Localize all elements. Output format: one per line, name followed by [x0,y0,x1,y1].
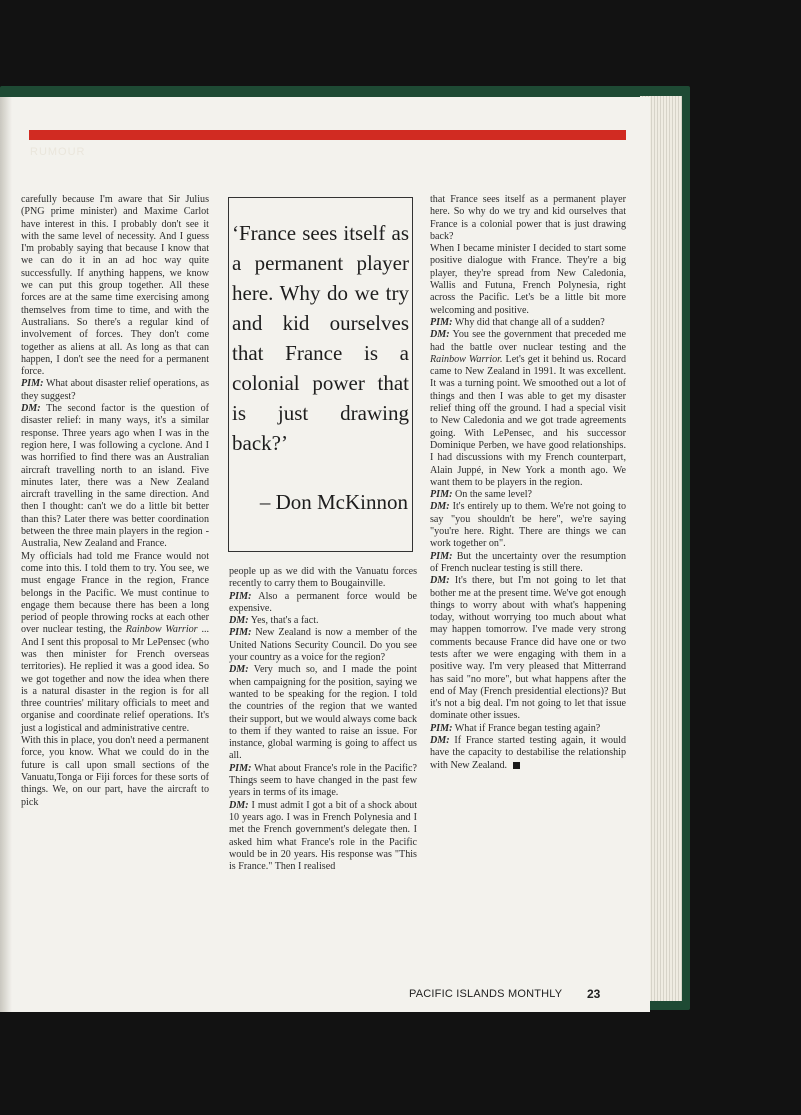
speaker-label: PIM: [229,762,252,774]
article-column-3 [430,194,626,772]
paragraph [430,317,626,329]
paragraph-text: With this in place, you don't need a permanent force, you know. What we could do in the future is call upon small sections of the Vanuatu,Tonga or Fiji forces for these sorts of things. We, on our part, have the aircraft to pick [21,735,209,808]
paragraph-text: On the same level? [452,489,533,501]
paragraph [430,329,626,489]
paragraph [430,723,626,735]
italic-text: Rainbow Warrior [125,624,198,636]
paragraph-text: The second factor is the question of disaster relief: in many ways, it's a similar response. Three years ago when I was in the region here, I was following a cyclone. And I was horrified to find there was an Australian aircraft travelling north to an island. Five minutes later, there was a New Zealand aircraft travelling in the same direction. And then I thought: can't we do a little bit better than this? Later there was better coordination between the three main players in the region - Australia, New Zealand and France. [21,403,209,550]
pull-quote-author: – Don McKinnon [259,490,408,514]
speaker-label: PIM: [229,590,252,602]
speaker-label: DM: [430,329,450,341]
paragraph [229,615,417,627]
speaker-label: DM: [229,615,249,627]
speaker-label: DM: [430,501,450,513]
pull-quote-text: ‘France sees itself as a permanent player here. Why do we try and kid ourselves that France is a colonial power that is just drawing back?’ [232,221,409,455]
speaker-label: DM: [430,735,450,747]
paragraph [430,489,626,501]
paragraph [430,735,626,772]
paragraph-text: Also a permanent force would be expensive. [229,590,417,614]
paragraph [229,763,417,800]
end-of-article-mark [513,762,520,769]
paragraph-text: What about disaster relief operations, as they suggest? [21,378,209,402]
paragraph-text: What about France's role in the Pacific? Things seem to have changed in the past few years in terms of its image. [229,762,417,799]
paragraph-text: that France sees itself as a permanent player here. So why do we try and kid ourselves that France is a colonial power that is just drawing back? [430,194,626,242]
footer-page-number: 23 [587,987,601,1001]
paragraph [430,194,626,243]
speaker-label: PIM: [21,378,44,390]
paragraph-text: But the uncertainty over the resumption of French nuclear testing is still there. [430,550,626,574]
paragraph-text: When I became minister I decided to start some positive dialogue with France. They're a big player, they're spread from New Caledonia, Wallis and Futuna, French Polynesia, right across the Pacific. Let's be a little bit more welcoming and positive. [430,243,626,316]
paragraph-text: Very much so, and I made the point when campaigning for the position, saying we wanted to be speaking for the region. I told the countries of the region that we wanted their support, but we would always come back to them if they wanted to raise an issue. For instance, global warming is going to affect us all. [229,664,417,762]
paragraph [21,194,209,378]
speaker-label: PIM: [430,550,453,562]
pull-quote-box [228,197,413,552]
paragraph [229,664,417,762]
speaker-label: DM: [21,403,41,415]
paragraph-text: I must admit I got a bit of a shock about 10 years ago. I was in French Polynesia and I met the French government's delegate then. I asked him what France's role in the Pacific would be in 20 years. His response was "This is France." Then I realised [229,799,417,873]
paragraph [430,551,626,576]
paragraph-text: carefully because I'm aware that Sir Julius (PNG prime minister) and Maxime Carlot have interest in this. I probably don't see it with the same level of necessity. And I guess I'm probably saying that because I know that we can do it in an ad hoc way quite successfully. If anything happens, we know we can put this group together. All these forces are at the same time exercising among themselves from time to time, and with the Australians. So there's a regular kind of involvement of forces. They don't come together as aliens at all. As long as that can happen, I don't see the need for a permanent force. [21,194,209,378]
article-column-2 [229,566,417,873]
paragraph [229,591,417,616]
speaker-label: DM: [430,575,450,587]
paragraph [21,735,209,809]
header-red-rule [29,130,626,140]
paragraph-text: It's entirely up to them. We're not going to say "you shouldn't be here", we're saying "you're here. Right. There are things we can work together on". [430,501,626,550]
section-ghost-text: RUMOUR [30,146,86,158]
paragraph-text: If France started testing again, it would have the capacity to destabilise the relationship with New Zealand. [430,735,626,771]
paragraph [430,243,626,317]
paragraph [430,575,626,723]
article-column-1 [21,194,209,809]
paragraph-text: Let's get it behind us. Rocard came to New Zealand in 1991. It was excellent. It was a turning point. We smoothed out a lot of things and then I was able to get my disaster relief thing off the ground. I had a special visit to New Caledonia and we got trade agreements going. With LePensec, and his successor Dominique Perben, we have good relationships. I had discussions with my French counterpart, Alain Juppé, in New York a month ago. We want them to be players in the region. [430,353,626,488]
paragraph-text: ... And I sent this proposal to Mr LePensec (who was then minister for French overseas territories). He replied it was a good idea. So we got together and now the idea when there is a natural disaster in the region is for all three countries' military officials to meet and organise and coordinate relief operations. It's just a logistical and administrative centre. [21,624,210,734]
paragraph-text: New Zealand is now a member of the United Nations Security Council. Do you see your country as a voice for the region? [229,627,417,664]
paragraph [229,627,417,664]
paragraph [229,566,417,591]
gutter-shadow [0,97,12,1012]
paragraph [229,800,417,874]
speaker-label: PIM: [430,316,453,328]
paragraph [21,403,209,551]
paragraph [430,501,626,550]
footer-publication: PACIFIC ISLANDS MONTHLY [409,988,563,1000]
paragraph [21,378,209,403]
paragraph-text: My officials had told me France would not come into this. I told them to try. You see, we must engage France in the region, France belongs in the Pacific. We must continue to engage them because there has been a long period of people throwing rocks at each other over nuclear testing, the [21,550,209,636]
speaker-label: PIM: [430,722,453,734]
paragraph-text: Why did that change all of a sudden? [452,316,605,328]
speaker-label: PIM: [229,627,252,639]
speaker-label: DM: [229,664,249,676]
paragraph-text: You see the government that preceded me had the battle over nuclear testing and the [430,329,626,353]
speaker-label: PIM: [430,489,453,501]
speaker-label: DM: [229,799,249,811]
italic-text: Rainbow Warrior. [430,353,503,365]
paragraph-text: people up as we did with the Vanuatu forces recently to carry them to Bougainville. [229,566,417,590]
paragraph-text: Yes, that's a fact. [248,615,319,627]
paragraph [21,551,209,735]
paragraph-text: What if France began testing again? [452,722,601,734]
paragraph-text: It's there, but I'm not going to let that bother me at the present time. We've got enough things to worry about with what's happening today, without worrying too much about what may happen tomorrow. I've made very strong comments because France did have one or two tests after we were engaging with them in a positive way. I'm very pleased that Mitterrand has said "no more", but what happens after the end of May (French presidential elections)? But it's not a big deal. I'm not going to let that issue dominate other issues. [430,575,626,722]
